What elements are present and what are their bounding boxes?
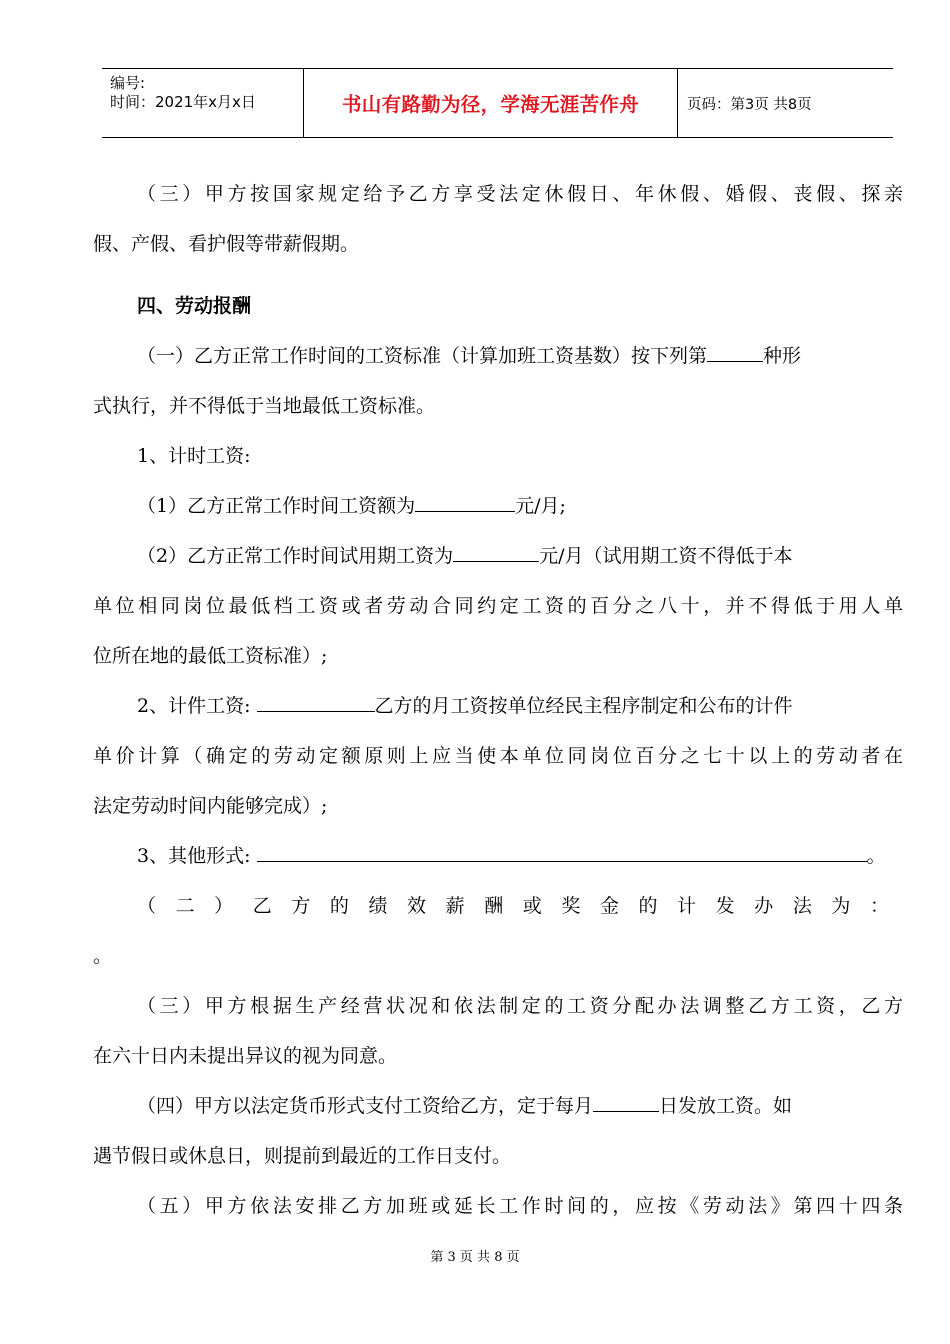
paragraph-line [137, 843, 903, 869]
spaced-char: 效 [407, 895, 427, 917]
paragraph-text: 种形 [763, 345, 802, 367]
fill-in-blank [257, 843, 867, 862]
section-heading: 四、劳动报酬 [137, 295, 252, 317]
fill-in-blank [453, 543, 539, 562]
spaced-char: 绩 [368, 895, 388, 917]
paragraph-text: 乙方的月工资按单位经民主程序制定和公布的计件 [374, 695, 793, 717]
paragraph-text: 3、其他形式: [137, 845, 251, 867]
paragraph-line: 单价计算（确定的劳动定额原则上应当使本单位同岗位百分之七十以上的劳动者在 [93, 745, 903, 767]
paragraph-line [137, 493, 903, 519]
paragraph-line [137, 1093, 903, 1119]
paragraph-text: 日发放工资。如 [659, 1095, 793, 1117]
spaced-char: 为 [831, 895, 851, 917]
paragraph-line [137, 693, 903, 719]
paragraph-text: 元/月; [515, 495, 566, 517]
paragraph-text: 2、计件工资: [137, 695, 251, 717]
fill-in-blank [257, 693, 375, 712]
paragraph-line: 在六十日内未提出异议的视为同意。 [93, 1045, 398, 1067]
paragraph-line: 单位相同岗位最低档工资或者劳动合同约定工资的百分之八十，并不得低于用人单 [93, 595, 903, 617]
header-motto: 书山有路勤为径，学海无涯苦作舟 [304, 69, 678, 137]
header-meta-cell [102, 69, 304, 137]
fill-in-blank [415, 493, 515, 512]
spaced-char: 的 [638, 895, 658, 917]
paragraph-line: 假、产假、看护假等带薪假期。 [93, 233, 360, 255]
page-footer: 第 3 页 共 8 页 [430, 1250, 520, 1265]
paragraph-text: （一）乙方正常工作时间的工资标准（计算加班工资基数）按下列第 [137, 345, 708, 367]
paragraph-text: （2）乙方正常工作时间试用期工资为 [137, 545, 454, 567]
spaced-char: 计 [677, 895, 697, 917]
paragraph-text: 。 [866, 845, 886, 867]
document-number-label: 编号: [110, 74, 146, 92]
paragraph-line: （三）甲方按国家规定给予乙方享受法定休假日、年休假、婚假、丧假、探亲 [137, 183, 903, 205]
paragraph-line: （三）甲方根据生产经营状况和依法制定的工资分配办法调整乙方工资，乙方 [137, 995, 903, 1017]
spaced-char: 奖 [561, 895, 581, 917]
spaced-char: 二 [175, 895, 195, 917]
header-page-info: 页码：第3页 共8页 [687, 96, 812, 113]
spaced-char: （ [137, 895, 157, 917]
paragraph-line [137, 343, 903, 369]
spaced-char: 薪 [445, 895, 465, 917]
spaced-char: 方 [291, 895, 311, 917]
spaced-char: ： [869, 895, 889, 917]
paragraph-line: 位所在地的最低工资标准）; [93, 645, 328, 667]
spaced-paragraph-line [137, 893, 889, 919]
document-time-label: 时间：2021年x月x日 [110, 93, 256, 111]
paragraph-line: 法定劳动时间内能够完成）; [93, 795, 328, 817]
paragraph-line: 式执行，并不得低于当地最低工资标准。 [93, 395, 436, 417]
spaced-char: 或 [522, 895, 542, 917]
spaced-char: 金 [599, 895, 619, 917]
spaced-char: 的 [329, 895, 349, 917]
paragraph-line: 。 [93, 945, 113, 967]
spaced-char: 法 [792, 895, 812, 917]
spaced-char: 发 [715, 895, 735, 917]
paragraph-text: （四）甲方以法定货币形式支付工资给乙方，定于每月 [137, 1095, 594, 1117]
paragraph-text: 元/月（试用期工资不得低于本 [539, 545, 793, 567]
document-header [102, 68, 893, 138]
spaced-char: ） [214, 895, 234, 917]
paragraph-line: 遇节假日或休息日，则提前到最近的工作日支付。 [93, 1145, 512, 1167]
spaced-char: 办 [754, 895, 774, 917]
fill-in-blank [593, 1093, 659, 1112]
list-item-label: 1、计时工资: [137, 445, 251, 467]
paragraph-line: （五）甲方依法安排乙方加班或延长工作时间的，应按《劳动法》第四十四条 [137, 1195, 903, 1217]
paragraph-line [137, 543, 903, 569]
spaced-char: 乙 [252, 895, 272, 917]
fill-in-blank [707, 343, 763, 362]
paragraph-text: （1）乙方正常工作时间工资额为 [137, 495, 416, 517]
spaced-char: 酬 [484, 895, 504, 917]
